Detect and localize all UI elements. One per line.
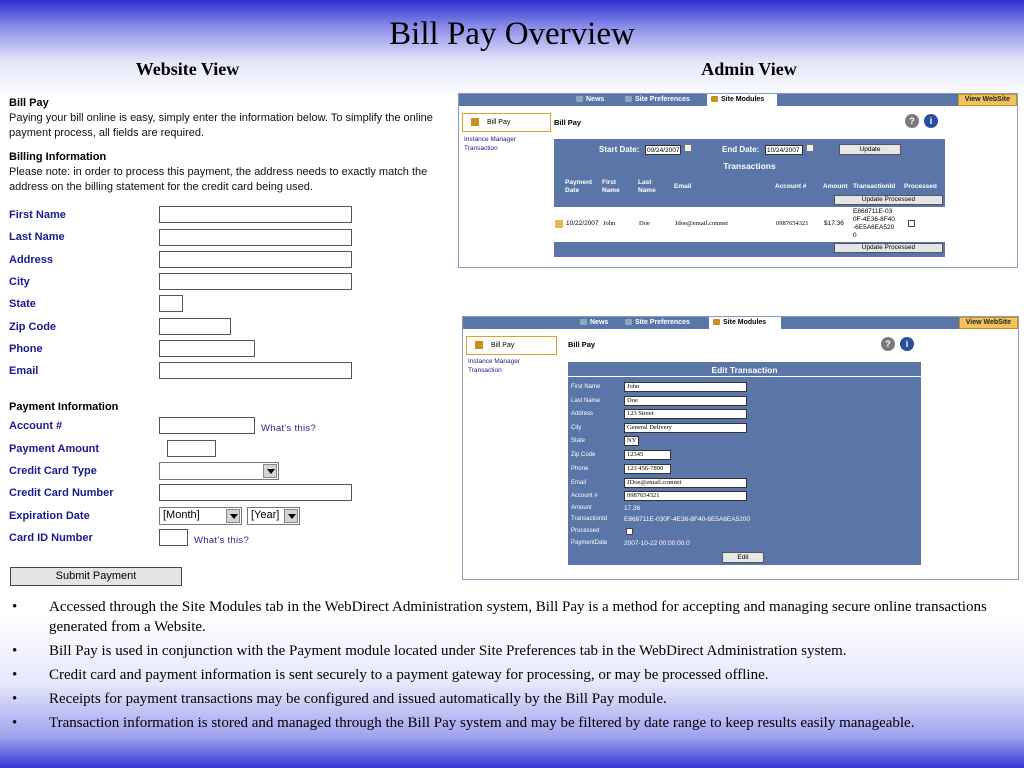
bullet-item: • Accessed through the Site Modules tab in the WebDirect Administration system, Bill Pay is a method for accepting and managing secure online transactions generated from a Website.	[12, 597, 1002, 637]
bill-pay-title: Bill Pay	[9, 97, 49, 109]
edit-transaction-id-value: E868711E-030F-4E36-8F40-6E5A6EA5200	[624, 516, 750, 523]
last-name-label: Last Name	[9, 231, 65, 243]
tab-site-preferences-label: Site Preferences	[635, 319, 690, 326]
month-select[interactable]	[159, 507, 242, 525]
admin-transactions-panel	[458, 93, 1018, 268]
billing-info-title: Billing Information	[9, 151, 107, 163]
edit-payment-date-value: 2007-10-22 00:00:00.0	[624, 540, 690, 547]
admin-edit-panel	[462, 316, 1019, 580]
edit-label-phone: Phone	[571, 466, 589, 472]
card-type-select[interactable]	[159, 462, 279, 480]
phone-input[interactable]	[159, 340, 255, 357]
zip-label: Zip Code	[9, 321, 57, 333]
billing-note: Please note: in order to process this payment, the address needs to exactly match the address on the billing statement for the credit card being used.	[9, 166, 428, 193]
edit-label-zip: Zip Code	[571, 452, 596, 458]
edit-processed-checkbox[interactable]	[626, 528, 633, 535]
chevron-down-icon[interactable]	[284, 509, 298, 523]
edit-zip-input[interactable]: 12345	[624, 450, 671, 460]
state-input[interactable]	[159, 295, 183, 312]
col-amount: Amount	[823, 183, 848, 190]
admin-tab-bar	[459, 94, 1017, 106]
account-whats-this-link[interactable]: What's this?	[261, 423, 317, 434]
tab-news[interactable]	[576, 317, 626, 329]
transactions-area	[554, 139, 945, 257]
edit-account-input[interactable]: 0987654321	[624, 491, 747, 501]
edit-phone-input[interactable]: 123 456-7890	[624, 464, 671, 474]
edit-amount-value: 17.36	[624, 505, 641, 512]
tab-site-modules[interactable]	[707, 94, 777, 106]
month-value: [Month]	[163, 509, 200, 521]
box-icon	[471, 118, 479, 126]
sidebar-bill-pay[interactable]	[462, 113, 551, 132]
card-id-label: Card ID Number	[9, 532, 93, 544]
first-name-label: First Name	[9, 209, 66, 221]
expiration-label: Expiration Date	[9, 510, 90, 522]
wrench-icon	[625, 319, 632, 325]
row-amount: $17.36	[824, 220, 844, 227]
edit-transaction-area	[568, 362, 921, 565]
edit-label-amount: Amount	[571, 505, 592, 511]
edit-city-input[interactable]: General Delivery	[624, 423, 747, 433]
sidebar-item-instance-manager[interactable]: Instance Manager	[468, 358, 521, 365]
tab-site-preferences[interactable]	[621, 317, 707, 329]
start-date-input[interactable]: 09/24/2007	[647, 147, 680, 154]
panel-title: Bill Pay	[568, 340, 596, 349]
edit-label-state: State	[571, 438, 586, 444]
transactions-title: Transactions	[723, 161, 776, 171]
card-number-label: Credit Card Number	[9, 487, 114, 499]
row-date: 10/22/2007	[566, 220, 599, 227]
address-input[interactable]	[159, 251, 352, 268]
edit-button[interactable]: Edit	[722, 552, 764, 563]
end-date-input[interactable]: 10/24/2007	[765, 145, 803, 155]
row-last-name: Doe	[639, 220, 650, 227]
edit-first-name-input[interactable]: John	[624, 382, 747, 392]
update-button[interactable]: Update	[839, 144, 901, 155]
tab-news-label: News	[586, 96, 605, 103]
table-row[interactable]	[554, 207, 945, 242]
row-transaction-id: E868711E-030F-4E36-8F40-6E5A6EA5200	[853, 208, 895, 239]
row-first-name: John	[603, 220, 616, 227]
edit-label-email: Email	[571, 480, 587, 486]
state-label: State	[9, 298, 36, 310]
end-date-label: End Date:	[722, 145, 760, 154]
bullet-item: • Transaction information is stored and managed through the Bill Pay system and may be filtered by date range to keep results easily manageable.	[12, 713, 1002, 733]
panel-title: Bill Pay	[554, 118, 582, 127]
card-id-whats-this-link[interactable]: What's this?	[194, 535, 250, 546]
edit-pencil-icon[interactable]	[555, 220, 563, 228]
edit-label-address: Address	[571, 411, 594, 417]
account-label: Account #	[9, 420, 63, 432]
email-input[interactable]	[159, 362, 352, 379]
view-website-button[interactable]: View WebSite	[959, 317, 1018, 329]
box-icon	[711, 96, 718, 102]
tab-site-modules-label: Site Modules	[721, 96, 765, 103]
edit-label-last-name: Last Name	[571, 398, 601, 404]
edit-email-input[interactable]: JDoe@email.comnet	[624, 478, 747, 488]
info-icon[interactable]: i	[924, 114, 938, 128]
last-name-input[interactable]	[159, 229, 352, 246]
col-email: Email	[674, 183, 692, 190]
edit-transaction-title: Edit Transaction	[711, 365, 778, 375]
card-id-input[interactable]	[159, 529, 188, 546]
help-icon[interactable]: ?	[881, 337, 895, 351]
city-input[interactable]	[159, 273, 352, 290]
account-input[interactable]	[159, 417, 255, 434]
phone-label: Phone	[9, 343, 43, 355]
bullet-list	[12, 597, 1002, 737]
box-icon	[713, 319, 720, 325]
slide-title: Bill Pay Overview	[389, 16, 635, 52]
sidebar-bill-pay-label: Bill Pay	[491, 342, 515, 349]
help-icon[interactable]: ?	[905, 114, 919, 128]
website-view-heading: Website View	[135, 59, 240, 79]
edit-label-first-name: First Name	[571, 384, 601, 390]
edit-label-city: City	[571, 425, 582, 431]
card-number-input[interactable]	[159, 484, 352, 501]
sidebar-item-transaction[interactable]: Transaction	[468, 367, 502, 374]
wrench-icon	[625, 96, 632, 102]
payment-info-title: Payment Information	[9, 401, 119, 413]
sidebar-bill-pay[interactable]	[466, 336, 557, 355]
box-icon	[475, 341, 483, 349]
col-processed: Processed	[904, 183, 937, 190]
sidebar-item-transaction[interactable]: Transaction	[464, 145, 498, 152]
edit-state-input[interactable]: NY	[624, 436, 639, 446]
sidebar-bill-pay-label: Bill Pay	[487, 119, 511, 126]
first-name-input[interactable]	[159, 206, 352, 223]
payment-amount-input[interactable]	[167, 440, 216, 457]
news-icon	[580, 319, 587, 325]
chevron-down-icon[interactable]	[226, 509, 240, 523]
bullet-item: • Bill Pay is used in conjunction with the Payment module located under Site Preferences tab in the WebDirect Administration system.	[12, 641, 1002, 661]
zip-input[interactable]	[159, 318, 231, 335]
col-first-name: First Name	[602, 179, 620, 194]
update-processed-button[interactable]: Update Processed	[834, 195, 943, 205]
tab-site-modules[interactable]	[709, 317, 781, 329]
edit-label-account: Account #	[571, 493, 598, 499]
year-value: [Year]	[251, 509, 280, 521]
edit-label-processed: Processed	[571, 528, 600, 534]
tab-news[interactable]	[572, 94, 622, 106]
tab-site-preferences[interactable]	[621, 94, 707, 106]
address-label: Address	[9, 254, 54, 266]
edit-address-input[interactable]: 123 Street	[624, 409, 747, 419]
bullet-item: • Receipts for payment transactions may be configured and issued automatically by the Bill Pay module.	[12, 689, 1002, 709]
processed-checkbox[interactable]	[908, 220, 915, 227]
tab-site-modules-label: Site Modules	[723, 319, 767, 326]
card-type-label: Credit Card Type	[9, 465, 97, 477]
tab-site-preferences-label: Site Preferences	[635, 96, 690, 103]
payment-amount-label: Payment Amount	[9, 443, 100, 455]
admin-tab-bar	[463, 317, 1018, 329]
edit-label-payment-date: PaymentDate	[571, 540, 608, 546]
edit-last-name-input[interactable]: Doe	[624, 396, 747, 406]
info-icon[interactable]: i	[900, 337, 914, 351]
calendar-icon[interactable]	[806, 144, 814, 152]
city-label: City	[9, 276, 30, 288]
bullet-item: • Credit card and payment information is sent securely to a payment gateway for processing, or may be processed offline.	[12, 665, 1002, 685]
col-transaction-id: TransactionId	[853, 183, 896, 190]
year-select[interactable]	[247, 507, 300, 525]
intro-text: Paying your bill online is easy, simply enter the information below. To simplify the online payment process, all fields are required.	[9, 112, 433, 139]
news-icon	[576, 96, 583, 102]
row-account: 0987654321	[776, 220, 809, 227]
divider	[568, 376, 921, 377]
start-date-label: Start Date:	[599, 145, 640, 154]
row-email: Jdoe@email.comnet	[675, 220, 729, 227]
col-payment-date: Payment Date	[565, 179, 593, 194]
calendar-icon[interactable]	[684, 144, 692, 152]
edit-label-transaction-id: TransactionId	[571, 516, 608, 522]
tab-news-label: News	[590, 319, 609, 326]
sidebar-item-instance-manager[interactable]: Instance Manager	[464, 136, 517, 143]
admin-view-heading: Admin View	[701, 59, 797, 79]
col-account: Account #	[775, 183, 807, 190]
update-processed-button-bottom[interactable]: Update Processed	[834, 243, 943, 253]
chevron-down-icon[interactable]	[263, 464, 277, 478]
submit-payment-button[interactable]: Submit Payment	[10, 567, 182, 586]
email-label: Email	[9, 365, 39, 377]
view-website-button[interactable]: View WebSite	[958, 94, 1017, 106]
col-last-name: Last Name	[638, 179, 656, 194]
